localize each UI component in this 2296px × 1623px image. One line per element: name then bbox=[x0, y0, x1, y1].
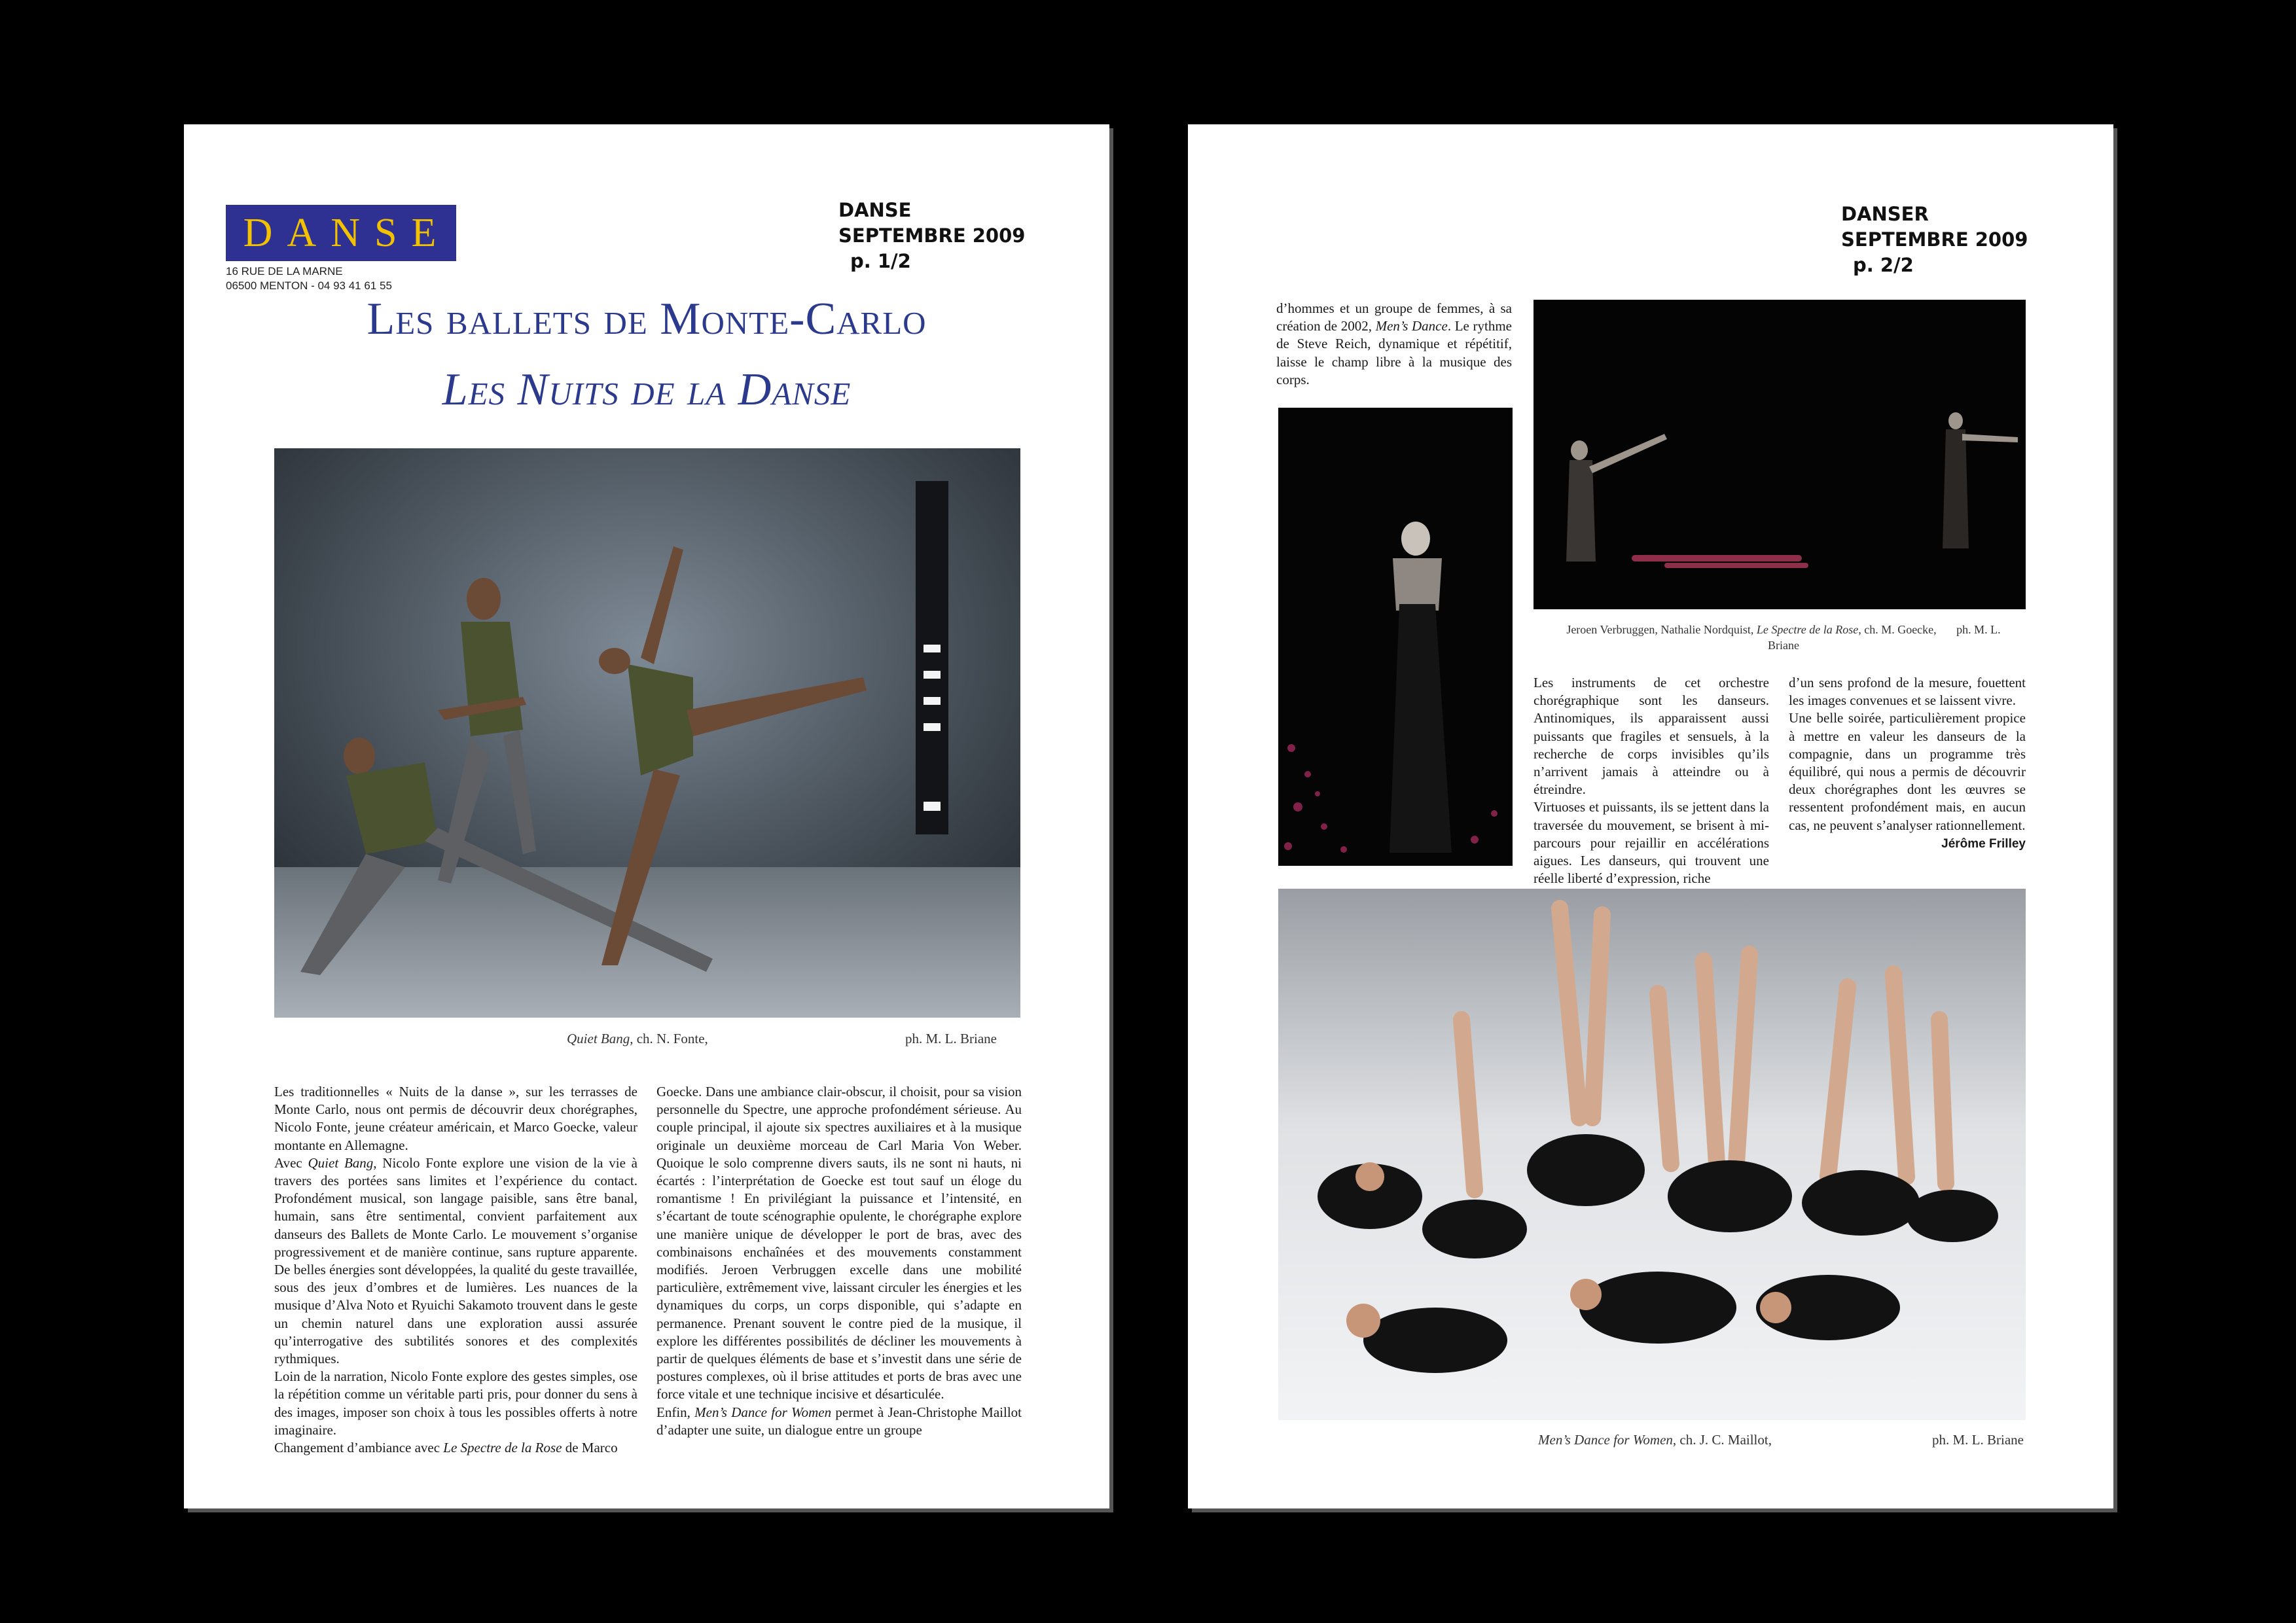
article-column-2 bbox=[1789, 674, 2026, 853]
article-column-1 bbox=[1534, 674, 1769, 887]
bottom-photo-credit: ph. M. L. Briane bbox=[1932, 1432, 2024, 1448]
photo-caption bbox=[1541, 622, 2026, 653]
stamp-line-1: DANSER bbox=[1841, 203, 1929, 225]
signature: Jérôme Frilley bbox=[1941, 836, 2026, 851]
paragraph: Enfin, Men’s Dance for Women permet à Jean-Christophe Maillot d’adapter une suite, un dialogue entre un groupe bbox=[656, 1404, 1022, 1438]
logo-address bbox=[226, 264, 392, 293]
photo-spectre-duo bbox=[1534, 300, 2026, 609]
paragraph: d’hommes et un groupe de femmes, à sa création de 2002, Men’s Dance. Le rythme de Steve Reich, dynamique et répétitif, laisse le champ libre à la musique des corps. bbox=[1276, 300, 1512, 387]
dance-photo-graphic bbox=[274, 448, 1020, 1018]
caption-line-1: Jeroen Verbruggen, Nathalie Nordquist, Le Spectre de la Rose, ch. M. Goecke, ph. M. L. bbox=[1566, 623, 2001, 636]
address-line-2: 06500 MENTON - 04 93 41 61 55 bbox=[226, 279, 392, 292]
bottom-photo-caption: Men’s Dance for Women, ch. J. C. Maillot, bbox=[1538, 1432, 1772, 1448]
paragraph: Changement d’ambiance avec Le Spectre de la Rose de Marco bbox=[274, 1440, 618, 1456]
stamp-line-2: SEPTEMBRE 2009 bbox=[1841, 228, 2028, 251]
paragraph: d’un sens profond de la mesure, fouettent les images convenues et se laissent vivre. bbox=[1789, 675, 2026, 709]
paragraph: Virtuoses et puissants, ils se jettent dans la traversée du mouvement, se brisent à mi-parcours pour rejaillir en accélérations aigues. Les danseurs, qui trouvent une réelle liberté d’expression, riche bbox=[1534, 799, 1769, 887]
article-subtitle: Les Nuits de la Danse bbox=[442, 365, 852, 415]
stamp-line-1: DANSE bbox=[838, 199, 912, 221]
page-2 bbox=[1188, 124, 2113, 1508]
caption-work-title: Quiet Bang bbox=[567, 1031, 630, 1046]
dance-photo-graphic bbox=[1278, 889, 2026, 1420]
caption-choreographer: , ch. N. Fonte, bbox=[630, 1031, 708, 1046]
paragraph: Loin de la narration, Nicolo Fonte explore des gestes simples, ose la répétition comme un véritable parti pris, pour donner du sens à des images, imposer son choix à tous les possibles offerts à notre imaginaire. bbox=[274, 1368, 637, 1438]
paragraph: Avec Quiet Bang, Nicolo Fonte explore une vision de la vie à travers des portées sans limites et l’expérience du contact. Profondément musical, son langage paisible, sans être banal, humain, sans être sentimental, convient parfaitement aux danseurs des Ballets de Monte Carlo. Le mouvement s’organise progressivement et de manière continue, sans rupture apparente. De belles énergies sont développées, la qualité du geste travaillée, sous des jeux d’ombres et de lumières. Les nuances de la musique d’Alva Noto et Ryuichi Sakamoto trouvent dans le geste un chemin naturel dans une exploration aussi assurée qu’interrogative des subtilités sonores et des complexités rythmiques. bbox=[274, 1154, 637, 1367]
page-1 bbox=[184, 124, 1109, 1508]
source-stamp bbox=[838, 198, 1025, 274]
dance-photo-graphic bbox=[1278, 408, 1513, 866]
danse-logo: DANSE bbox=[226, 205, 456, 261]
photo-caption bbox=[567, 1031, 708, 1047]
article-column-2 bbox=[656, 1083, 1022, 1439]
caption-credit: ph. M. L. bbox=[1956, 623, 2001, 636]
stamp-line-3: p. 2/2 bbox=[1853, 254, 1914, 276]
caption-line-2: Briane bbox=[1768, 639, 1799, 652]
dance-photo-graphic bbox=[1534, 300, 2026, 609]
photo-spectre-solo bbox=[1278, 408, 1513, 866]
photo-quiet-bang bbox=[274, 448, 1020, 1018]
paragraph: Une belle soirée, particulièrement propice à mettre en valeur les danseurs de la compagnie, dans un programme très équilibré, qui nous a permis de découvrir deux chorégraphes dont les œuvres se ressentent profondément mais, en aucun cas, ne peuvent s’analyser rationnellement. bbox=[1789, 710, 2026, 833]
photo-credit: ph. M. L. Briane bbox=[905, 1031, 997, 1046]
paragraph: Les instruments de cet orchestre chorégraphique sont les danseurs. Antinomiques, ils apparaissent aussi puissants que fragiles et sensuels, à la recherche de corps invisibles qu’ils n’arrivent jamais à atteindre ou à étreindre. bbox=[1534, 675, 1769, 798]
source-stamp bbox=[1841, 202, 2028, 278]
address-line-1: 16 RUE DE LA MARNE bbox=[226, 265, 343, 277]
stamp-line-2: SEPTEMBRE 2009 bbox=[838, 224, 1026, 247]
paragraph: Les traditionnelles « Nuits de la danse », sur les terrasses de Monte Carlo, nous ont permis de découvrir deux chorégraphes, Nicolo Fonte, jeune créateur américain, et Marco Goecke, valeur montante en Allemagne. bbox=[274, 1084, 637, 1153]
intro-text bbox=[1276, 300, 1512, 389]
article-title: Les ballets de Monte-Carlo bbox=[367, 294, 927, 344]
article-column-1 bbox=[274, 1083, 637, 1457]
paragraph: Goecke. Dans une ambiance clair-obscur, il choisit, pour sa vision personnelle du Spectre, une approche profondément sérieuse. Au couple principal, il ajoute six spectres auxiliaires et à la musique originale un deuxième morceau de Carl Maria Von Weber. Quoique le solo comprenne divers sauts, ils ne sont ni hauts, ni écartés : l’interprétation de Goecke est tout sauf un éloge du romantisme ! En privilégiant la puissance et l’intensité, en s’écartant de toute scénographie opulente, le chorégraphe explore une manière unique de développer le port de bras, avec des combinaisons enchaînées et des mouvements constamment modifiés. Jeroen Verbruggen excelle dans une mobilité particulière, extrêmement vive, laissant circuler les énergies et les dynamiques du corps, un corps disponible, qui s’adapte en permanence. Prenant souvent le contre pied de la musique, il explore les différentes possibilités de décliner les mouvements à partir de quelques éléments de base et s’investit dans une série de postures complexes, où il brise attitudes et ports de bras avec une force vitale et une technique incisive et désarticulée. bbox=[656, 1084, 1022, 1402]
stamp-line-3: p. 1/2 bbox=[850, 250, 911, 272]
photo-mens-dance-for-women bbox=[1278, 889, 2026, 1420]
